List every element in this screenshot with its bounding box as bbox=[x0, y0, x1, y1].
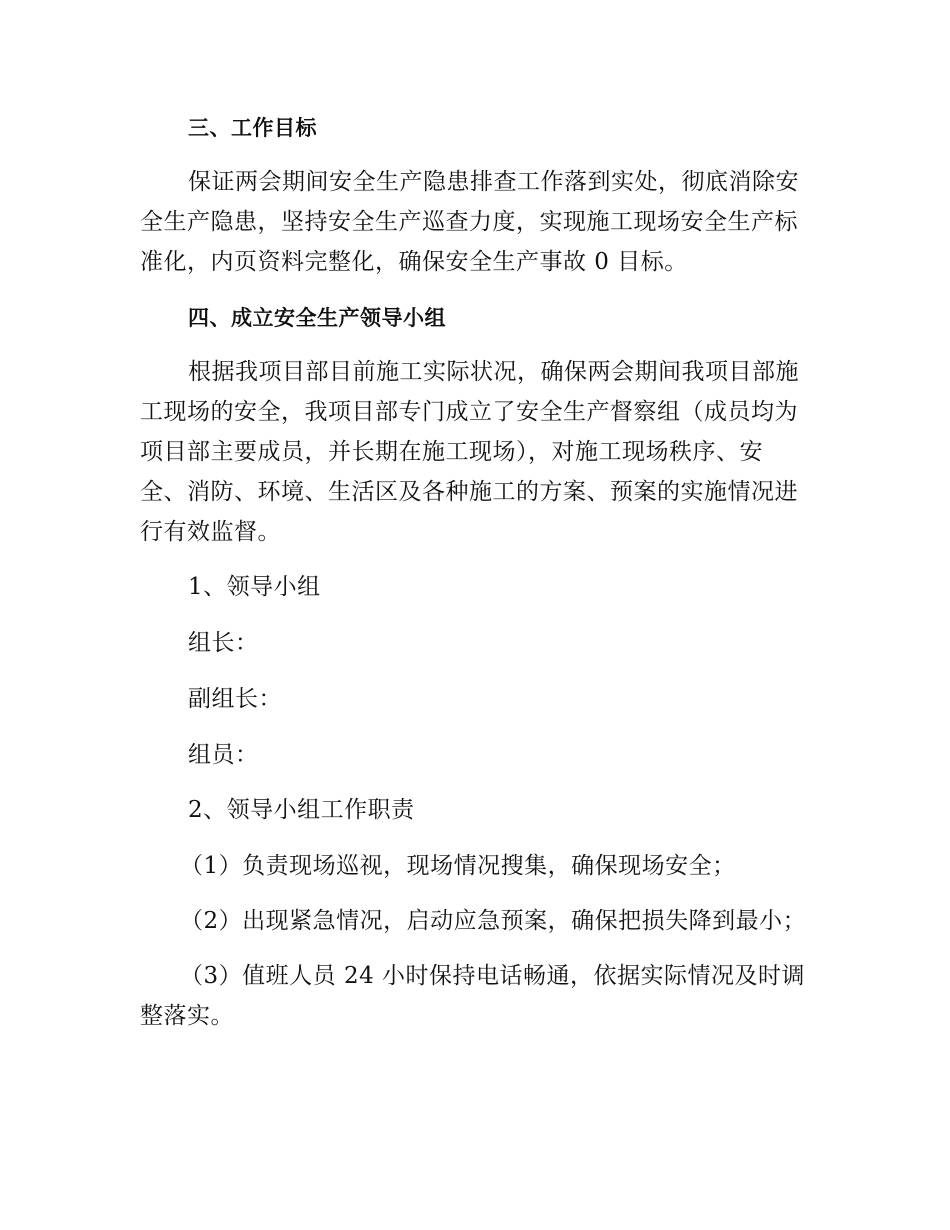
section-heading-work-goals: 三、工作目标 bbox=[188, 116, 317, 140]
label-group-leader: 组长： bbox=[188, 630, 259, 656]
paragraph-line: 准化，内页资料完整化，确保安全生产事故 0 目标。 bbox=[140, 249, 688, 275]
duty-item: （2）出现紧急情况，启动应急预案，确保把损失降到最小； bbox=[180, 908, 807, 934]
paragraph-line: 项目部主要成员，并长期在施工现场），对施工现场秩序、安 bbox=[140, 439, 763, 465]
duty-item-continuation: 整落实。 bbox=[140, 1003, 234, 1029]
paragraph-line: 保证两会期间安全生产隐患排查工作落到实处，彻底消除安 bbox=[188, 169, 799, 195]
duty-item: （1）负责现场巡视，现场情况搜集，确保现场安全； bbox=[180, 853, 736, 879]
label-group-members: 组员： bbox=[188, 742, 259, 768]
section-heading-leadership-group: 四、成立安全生产领导小组 bbox=[188, 306, 446, 330]
list-title-leadership-group: 1、领导小组 bbox=[188, 574, 321, 600]
paragraph-line: 工现场的安全，我项目部专门成立了安全生产督察组（成员均为 bbox=[140, 399, 798, 425]
list-title-duties: 2、领导小组工作职责 bbox=[188, 797, 415, 823]
paragraph-line: 全生产隐患，坚持安全生产巡查力度，实现施工现场安全生产标 bbox=[140, 209, 798, 235]
paragraph-line: 根据我项目部目前施工实际状况，确保两会期间我项目部施 bbox=[188, 359, 799, 385]
label-deputy-leader: 副组长： bbox=[188, 686, 282, 712]
duty-item: （3）值班人员 24 小时保持电话畅通，依据实际情况及时调 bbox=[180, 963, 806, 989]
paragraph-line: 全、消防、环境、生活区及各种施工的方案、预案的实施情况进 bbox=[140, 479, 798, 505]
paragraph-line: 行有效监督。 bbox=[140, 519, 281, 545]
